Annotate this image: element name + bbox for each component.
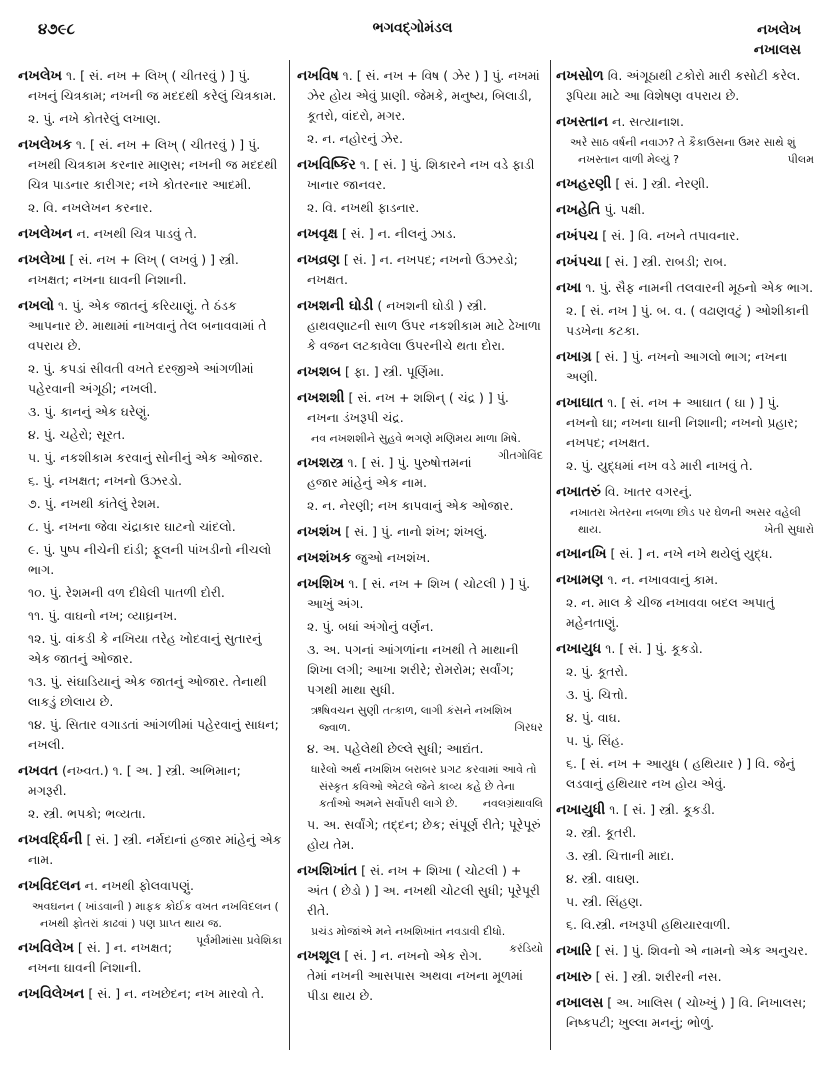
definition-text: (નખ્વત.) ૧. [ અ. ] સ્ત્રી. અભિમાન; મગરૂરી. bbox=[28, 763, 241, 798]
definition-text: ૩. પું. ચિત્તો. bbox=[566, 687, 628, 702]
headword: નખાયુધ bbox=[556, 641, 602, 657]
entry-sense bbox=[297, 739, 543, 759]
dictionary-entry bbox=[556, 800, 814, 820]
definition-text: વિ. ખાતર વગરનું. bbox=[604, 484, 693, 499]
dictionary-entry bbox=[556, 66, 814, 106]
definition-text: [ સં. ] ન. નખનો એક રોગ. તેમાં નખની આસપાસ અથવા નખના મૂળમાં પીડા થાય છે. bbox=[307, 948, 523, 1003]
guide-word-first: નખલેખ bbox=[756, 22, 801, 38]
definition-text: ૯. પું. પુષ્પ નીચેની દાંડી; ફૂલની પાંખડીનો નીચલો ભાગ. bbox=[28, 542, 272, 577]
usage-quote bbox=[297, 702, 543, 736]
entry-sense bbox=[297, 496, 543, 516]
headword: નખશંખ bbox=[297, 524, 342, 540]
definition-text: [ સં. ] સ્ત્રી. નેરણી. bbox=[615, 176, 710, 191]
dictionary-entry bbox=[18, 66, 282, 106]
entry-sense bbox=[556, 456, 814, 476]
entry-sense bbox=[297, 617, 543, 637]
definition-text: ૧. પું. એક જાતનું કરિયાણું. તે ઠંડક આપનાર છે. માથામાં નાખવાનું તેલ બનાવવામાં તે વપરાય છે. bbox=[28, 298, 267, 353]
quote-source: પીલમ bbox=[787, 153, 814, 166]
dictionary-entry bbox=[556, 278, 814, 298]
headword: નખશસ્ત્ર bbox=[297, 455, 344, 471]
dictionary-entry bbox=[556, 112, 814, 132]
headword: નખલેખ bbox=[18, 68, 63, 84]
definition-text: ૧. [ સં. ] પું. પુરુષોત્તમનાં હજાર માંહેનું એક નામ. bbox=[307, 455, 472, 490]
headword: નખસ્તાન bbox=[556, 114, 609, 130]
quote-source: ખેતી સુધારો bbox=[764, 523, 814, 536]
headword: નખહેતિ bbox=[556, 202, 601, 218]
entry-sense bbox=[556, 593, 814, 633]
definition-text: અરે સાઠ વર્ષની નવાઝ? તે કૈકાઉસના ઉમર સાથે શું નખસ્તાન વાળી મેલ્યું ? bbox=[570, 136, 796, 166]
entry-sense bbox=[556, 662, 814, 682]
entry-sense bbox=[18, 672, 282, 712]
entry-sense bbox=[18, 359, 282, 399]
quote-source: પૂર્વમીમાંસા પ્રવેશિકા bbox=[196, 934, 282, 947]
definition-text: [ સં. ] સ્ત્રી. શરીરની નસ. bbox=[595, 969, 722, 984]
entry-sense bbox=[18, 109, 282, 129]
definition-text: ન. નખથી ફોલવાપણું. bbox=[84, 878, 194, 893]
definition-text: ૧૪. પું. સિતાર વગાડતાં આંગળીમાં પહેરવાનું સાધન; નખલી. bbox=[28, 717, 279, 752]
dictionary-entry bbox=[556, 639, 814, 659]
definition-text: ૨. સ્ત્રી. ભપકો; ભવ્યતા. bbox=[28, 806, 146, 821]
definition-text: અવઘનન ( ખાંડવાની ) માફક કોઈક વખત નખવિદલન ( નખથી ફોતરાં કાઢવાં ) પણ પ્રાપ્ત થાય જ. bbox=[32, 900, 279, 930]
entry-sense bbox=[18, 448, 282, 468]
definition-text: ૧૦. પું. રેશમની વળ દીધેલી પાતળી દોરી. bbox=[28, 585, 225, 600]
definition-text: ૧. [ સં. ] સ્ત્રી. કૂકડી. bbox=[609, 802, 715, 817]
headword: નખલેખન bbox=[18, 226, 73, 242]
entry-sense bbox=[556, 869, 814, 889]
entry-sense bbox=[556, 754, 814, 794]
headword: નખશૂલ bbox=[297, 948, 341, 964]
headword: નખાલસ bbox=[556, 995, 604, 1011]
definition-text: ૪. પું. વાઘ. bbox=[566, 710, 621, 725]
usage-quote bbox=[18, 898, 282, 947]
dictionary-entry bbox=[556, 347, 814, 387]
entry-sense bbox=[556, 823, 814, 843]
definition-text: ૨. પું. કપડાં સીવતી વખતે દરજીએ આંગળીમાં પહેરવાની અંગૂઠી; નખલી. bbox=[28, 361, 254, 396]
usage-quote bbox=[556, 504, 814, 538]
headword: નખાગ્ર bbox=[556, 349, 592, 365]
definition-text: ૭. પું. નખથી કાંતેલું રેશમ. bbox=[28, 496, 160, 511]
quote-source: કરંડિયો bbox=[509, 942, 543, 955]
definition-text: વિ. અંગૂઠાથી ટકોરો મારી કસોટી કરેલ. રૂપિયા માટે આ વિશેષણ વપરાય છે. bbox=[566, 68, 801, 103]
entry-sense bbox=[556, 915, 814, 935]
running-title: ભગવદ્ગોમંડલ bbox=[372, 20, 453, 36]
headword: નખશિખ bbox=[297, 576, 345, 592]
entry-sense bbox=[556, 685, 814, 705]
entry-sense bbox=[556, 731, 814, 751]
dictionary-entry bbox=[18, 224, 282, 244]
entry-sense bbox=[18, 198, 282, 218]
definition-text: ૨. ન. માલ કે ચીજ નખાવવા બદલ અપાતું મહેનતાણું. bbox=[566, 595, 775, 630]
definition-text: ઋષિવચન સુણી તત્કાળ, લાગી કંસને નખશિખ જ્વાળ. bbox=[311, 704, 513, 734]
definition-text: [ સં. ] પું. નખનો આગલો ભાગ; નખના અણી. bbox=[566, 349, 788, 384]
headword: નખાનખિ bbox=[556, 546, 607, 562]
guide-word-last: નખાલસ bbox=[753, 42, 801, 58]
entry-sense bbox=[297, 198, 543, 218]
dictionary-entry bbox=[556, 993, 814, 1033]
headword: નખંપચ bbox=[556, 228, 599, 244]
dictionary-entry bbox=[556, 544, 814, 564]
definition-text: ૬. [ સં. નખ + આયુધ ( હથિયાર ) ] વિ. જેનું લડવાનું હથિયાર નખ હોય એવું. bbox=[566, 756, 795, 791]
entry-sense bbox=[297, 640, 543, 700]
definition-text: ૨. પું. યુદ્ધમાં નખ વડે મારી નાખવું તે. bbox=[566, 458, 753, 473]
quote-source: નવલગ્રંથાવલિ bbox=[482, 797, 543, 810]
definition-text: [ સં. ] ન. નખછેદન; નખ મારવો તે. bbox=[88, 986, 265, 1001]
column-left bbox=[18, 60, 282, 1004]
guide-words bbox=[754, 20, 801, 60]
dictionary-entry bbox=[297, 574, 543, 614]
definition-text: ન. નખથી ચિત્ર પાડવું તે. bbox=[76, 226, 197, 241]
dictionary-entry bbox=[18, 984, 282, 1004]
dictionary-entry bbox=[297, 522, 543, 542]
entry-sense bbox=[556, 892, 814, 912]
definition-text: ૪. પું. ચહેરો; સૂરત. bbox=[28, 427, 126, 442]
definition-text: [ સં. ] ન. નખક્ષત; નખના ઘાવની નિશાની. bbox=[28, 940, 173, 975]
headword: નખશિખાંત bbox=[297, 863, 358, 879]
definition-text: [ સં. ] વિ. નખને તપાવનાર. bbox=[602, 228, 740, 243]
dictionary-entry bbox=[556, 967, 814, 987]
headword: નખા bbox=[556, 280, 582, 296]
usage-quote bbox=[297, 430, 543, 462]
dictionary-entry bbox=[297, 155, 543, 195]
definition-text: [ સં. ] પું. શિવનો એ નામનો એક અનુચર. bbox=[595, 943, 808, 958]
definition-text: ( નખશની ઘોડી ) સ્ત્રી. હાથવણાટની સાળ ઉપર નકશીકામ માટે ઢેખાળા કે વજન લટકાવેલા ઉપરનીચે થતા દોરા. bbox=[307, 298, 541, 353]
headword: નખારુ bbox=[556, 969, 592, 985]
definition-text: ૧. [ સં. નખ + લિખ્ ( ચીતરવું ) ] પું. નખનું ચિત્રકામ; નખની જ મદદથી કરેલું ચિત્રકામ. bbox=[28, 68, 277, 103]
column-right bbox=[556, 60, 814, 1033]
definition-text: જુઓ નખશંખ. bbox=[355, 550, 431, 565]
definition-text: ૪. અ. પહેલેથી છેલ્લે સુધી; આદ્યંત. bbox=[307, 741, 484, 756]
dictionary-entry bbox=[556, 200, 814, 220]
definition-text: ૩. અ. પગનાં આંગળાંના નખથી તે માથાની શિખા લગી; આખા શરીરે; રોમરોમ; સર્વાંગ; પગથી માથા સુધી. bbox=[307, 642, 519, 697]
headword: નખવ્રણ bbox=[297, 252, 340, 268]
dictionary-entry bbox=[297, 548, 543, 568]
entry-sense bbox=[18, 715, 282, 755]
headword: નખવત bbox=[18, 763, 58, 779]
definition-text: ૧૧. પું. વાઘનો નખ; વ્યાઘ્રનખ. bbox=[28, 608, 178, 623]
headword: નખવર્દ્ધિની bbox=[18, 832, 83, 848]
definition-text: ન. સત્યાનાશ. bbox=[612, 114, 684, 129]
entry-sense bbox=[18, 540, 282, 580]
entry-sense bbox=[18, 517, 282, 537]
quote-source: ગીતગોવિંદ bbox=[498, 449, 543, 462]
dictionary-entry bbox=[297, 946, 543, 1006]
definition-text: [ ફા. ] સ્ત્રી. પૂર્ણિમા. bbox=[344, 364, 445, 379]
headword: નખારિ bbox=[556, 943, 592, 959]
headword: નખવિલેખન bbox=[18, 986, 85, 1002]
definition-text: ૧. [ સં. ] પું. શિકારને નખ વડે ફાડી ખાનાર જાનવર. bbox=[307, 157, 535, 192]
usage-quote bbox=[297, 923, 543, 955]
headword: નખવિલેખ bbox=[18, 940, 74, 956]
definition-text: [ અ. ખાલિસ ( ચોખ્ખું ) ] વિ. નિખાલસ; નિષ્કપટી; ખુલ્લા મનનું; ભોળું. bbox=[566, 995, 807, 1030]
usage-quote bbox=[297, 761, 543, 812]
dictionary-entry bbox=[297, 224, 543, 244]
definition-text: [ સં. ] સ્ત્રી. નર્મદાનાં હજાર માંહેનું એક નામ. bbox=[28, 832, 282, 867]
definition-text: ૨. ન. નેરણી; નખ કાપવાનું એક ઓજાર. bbox=[307, 498, 514, 513]
definition-text: [ સં. ] ન. નખપદ; નખનો ઉઝરડો; નખક્ષત. bbox=[307, 252, 518, 287]
definition-text: ૪. સ્ત્રી. વાઘણ. bbox=[566, 871, 640, 886]
definition-text: ૫. પું. સિંહ. bbox=[566, 733, 625, 748]
definition-text: ૨. સ્ત્રી. કૂતરી. bbox=[566, 825, 637, 840]
definition-text: ૨. પું. બધાં અંગોનું વર્ણન. bbox=[307, 619, 434, 634]
definition-text: [ સં. નખ + લિખ્ ( લખવું ) ] સ્ત્રી. નખક્ષત; નખના ઘાવની નિશાની. bbox=[28, 252, 239, 287]
dictionary-entry bbox=[18, 830, 282, 870]
dictionary-entry bbox=[18, 135, 282, 195]
dictionary-entry bbox=[556, 226, 814, 246]
definition-text: ૧. પું. સૈફ નામની તલવારની મૂઠનો એક ભાગ. bbox=[585, 280, 814, 295]
definition-text: ૨. ન. નહોરનું ઝેર. bbox=[307, 131, 403, 146]
definition-text: નવ નખશશીને સુહવે ભગણે મણિમય માળા મિષે. bbox=[311, 432, 521, 445]
headword: નખશબ bbox=[297, 364, 341, 380]
dictionary-entry bbox=[556, 482, 814, 502]
dictionary-entry bbox=[297, 250, 543, 290]
dictionary-entry bbox=[18, 296, 282, 356]
headword: નખહરણી bbox=[556, 176, 612, 192]
definition-text: ૫. પું. નકશીકામ કરવાનું સોનીનું એક ઓજાર. bbox=[28, 450, 263, 465]
headword: નખવિષ્કિર bbox=[297, 157, 356, 173]
definition-text: [ સં. ] ન. નખે નખે થયેલું યુદ્ધ. bbox=[610, 546, 773, 561]
definition-text: ૨. વિ. નખથી ફાડનાર. bbox=[307, 200, 420, 215]
definition-text: ૬. પું. નખક્ષત; નખનો ઉઝરડો. bbox=[28, 473, 182, 488]
headword: નખશની ઘોડી bbox=[297, 298, 374, 314]
dictionary-entry bbox=[297, 66, 543, 126]
headword: નખામણ bbox=[556, 572, 604, 588]
entry-sense bbox=[18, 629, 282, 669]
definition-text: ૧. [ સં. નખ + શિખ ( ચોટલી ) ] પું. આખું અંગ. bbox=[307, 576, 531, 611]
definition-text: નખાતરા ખેતરના નબળા છોડ પર ઘેળની અસર વહેલી થાય. bbox=[570, 506, 801, 536]
definition-text: [ સં. ] સ્ત્રી. રાબડી; રાબ. bbox=[605, 254, 727, 269]
headword: નખાતરું bbox=[556, 484, 601, 500]
dictionary-entry bbox=[18, 761, 282, 801]
entry-sense bbox=[18, 425, 282, 445]
entry-sense bbox=[297, 815, 543, 855]
definition-text: ૫. સ્ત્રી. સિંહણ. bbox=[566, 894, 643, 909]
entry-sense bbox=[18, 494, 282, 514]
dictionary-entry bbox=[556, 252, 814, 272]
headword: નખશશી bbox=[297, 390, 345, 406]
headword: નખલેખા bbox=[18, 252, 66, 268]
definition-text: ૧. [ સં. નખ + લિખ્ ( ચીતરવું ) ] પું. નખથી ચિત્રકામ કરનાર માણસ; નખની જ મદદથી ચિત્ર પાડનાર કારીગર; નખે કોતરનાર આદમી. bbox=[28, 137, 278, 192]
definition-text: ધારેલો અર્થ નખશિખ બરાબર પ્રગટ કરવામાં આવે તો સંસ્કૃત કવિઓ એટલે જેને કાવ્ય કહે છે તેના કર્તાઓ અમને સર્વોપરી લાગે છે. bbox=[311, 763, 537, 810]
dictionary-entry bbox=[297, 388, 543, 428]
headword: નખવૃક્ષ bbox=[297, 226, 338, 242]
definition-text: ૫. અ. સર્વાંગે; તદ્દન; છેક; સંપૂર્ણ રીતે; પૂરેપૂરું હોય તેમ. bbox=[307, 817, 541, 852]
dictionary-entry bbox=[556, 174, 814, 194]
entry-sense bbox=[556, 301, 814, 341]
definition-text: ૧૩. પું. સંઘાડિયાનું એક જાતનું ઓજાર. તેનાથી લાકડું છોલાય છે. bbox=[28, 674, 267, 709]
headword: નખંપચા bbox=[556, 254, 602, 270]
definition-text: ૧. [ સં. નખ + આઘાત ( ઘા ) ] પું. નખનો ઘા; નખના ઘાની નિશાની; નખનો પ્રહાર; નખપદ; નખક્ષત. bbox=[566, 395, 799, 450]
headword: નખલેખક bbox=[18, 137, 72, 153]
entry-sense bbox=[18, 402, 282, 422]
dictionary-entry bbox=[556, 393, 814, 453]
headword: નખાયુધી bbox=[556, 802, 606, 818]
entry-sense bbox=[18, 606, 282, 626]
definition-text: ૧. ન. નખાવવાનું કામ. bbox=[607, 572, 719, 587]
dictionary-entry bbox=[556, 941, 814, 961]
headword: નખસોળ bbox=[556, 68, 604, 84]
definition-text: ૨. [ સં. નખ ] પું. બ. વ. ( વઢાણવટું ) ઓશીકાની પડખેના કટકા. bbox=[566, 303, 809, 338]
definition-text: [ સં. નખ + શશિન્ ( ચંદ્ર ) ] પું. નખના ડંખરૂપી ચંદ્ર. bbox=[307, 390, 509, 425]
definition-text: ૩. પું. કાનનું એક ઘરેણું. bbox=[28, 404, 151, 419]
definition-text: ૧૨. પું. વાંકડી કે નખિયા તરેહ ખોદવાનું સુતારનું એક જાતનું ઓજાર. bbox=[28, 631, 262, 666]
definition-text: ૨. પું. કૂતરો. bbox=[566, 664, 629, 679]
definition-text: [ સં. ] પું. નાનો શંખ; શંખલું. bbox=[345, 524, 488, 539]
definition-text: ૨. પું. નખે કોતરેલું લખાણ. bbox=[28, 111, 161, 126]
dictionary-entry bbox=[18, 876, 282, 896]
definition-text: ૩. સ્ત્રી. ચિત્તાની માદા. bbox=[566, 848, 675, 863]
entry-sense bbox=[18, 583, 282, 603]
definition-text: પું. પક્ષી. bbox=[604, 202, 646, 217]
definition-text: ૧. [ સં. ] પું. કૂકડો. bbox=[605, 641, 703, 656]
entry-sense bbox=[556, 846, 814, 866]
entry-sense bbox=[556, 708, 814, 728]
definition-text: ૨. વિ. નખલેખન કરનાર. bbox=[28, 200, 153, 215]
usage-quote bbox=[556, 134, 814, 168]
headword: નખાઘાત bbox=[556, 395, 604, 411]
dictionary-entry bbox=[18, 250, 282, 290]
quote-source: ગિરધર bbox=[514, 721, 543, 734]
definition-text: [ સં. નખ + શિખા ( ચોટલી ) + અંત ( છેડો ) ] અ. નખથી ચોટલી સુધી; પૂરેપૂરી રીતે. bbox=[307, 863, 540, 918]
dictionary-entry bbox=[297, 861, 543, 921]
definition-text: પ્રચંડ મોજાંએ મને નખશિખાંત નવડાવી દીધો. bbox=[311, 925, 506, 938]
entry-sense bbox=[18, 471, 282, 491]
definition-text: ૧. [ સં. નખ + વિષ ( ઝેર ) ] પું. નખમાં ઝેર હોય એવું પ્રાણી. જેમકે, મનુષ્ય, બિલાડી, કૂતરો, વાંદરો, મગર. bbox=[307, 68, 540, 123]
page-number: ૪૭૯૮ bbox=[38, 20, 75, 38]
headword: નખશંખક bbox=[297, 550, 352, 566]
dictionary-entry bbox=[297, 296, 543, 356]
definition-text: [ સં. ] ન. નીલનું ઝાડ. bbox=[341, 226, 457, 241]
entry-sense bbox=[18, 804, 282, 824]
dictionary-entry bbox=[297, 362, 543, 382]
dictionary-entry bbox=[556, 570, 814, 590]
column-middle bbox=[289, 60, 551, 1050]
definition-text: ૮. પું. નખના જેવા ચંદ્રાકાર ઘાટનો ચાંદલો. bbox=[28, 519, 236, 534]
headword: નખલો bbox=[18, 298, 55, 314]
headword: નખવિષ bbox=[297, 68, 339, 84]
entry-sense bbox=[297, 129, 543, 149]
headword: નખવિદલન bbox=[18, 878, 81, 894]
definition-text: ૬. વિ.સ્ત્રી. નખરૂપી હથિયારવાળી. bbox=[566, 917, 731, 932]
